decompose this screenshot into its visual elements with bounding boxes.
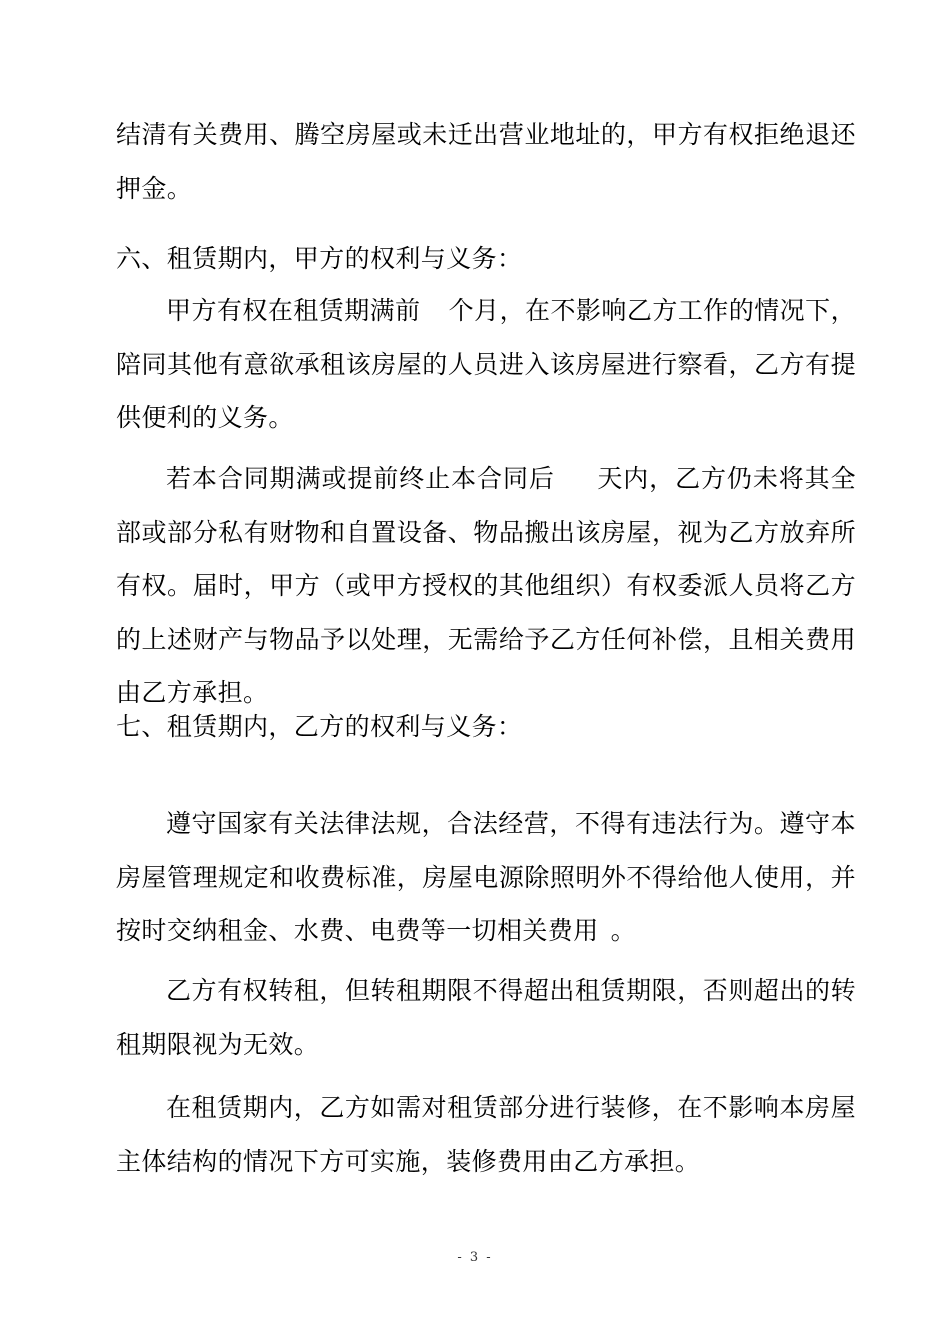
paragraph-deposit-text: 结清有关费用、腾空房屋或未迁出营业地址的，甲方有权拒绝退还押金。 [116, 120, 856, 203]
paragraph-property-removal-text-b: 天内，乙方仍未将其全部或部分私有财物和自置设备、物品搬出该房屋，视为乙方放弃所有权。届时，甲方（或甲方授权的其他组织）有权委派人员将乙方的上述财产与物品予以处理，无需给予乙方任何补偿，且相关费用由乙方承担。 [116, 464, 856, 707]
paragraph-sublease-text: 乙方有权转租，但转租期限不得超出租赁期限，否则超出的转租期限视为无效。 [116, 976, 856, 1059]
paragraph-lessor-inspection [116, 284, 856, 445]
paragraph-deposit [116, 108, 856, 215]
paragraph-sublease [116, 964, 856, 1071]
paragraph-property-removal [116, 452, 856, 720]
paragraph-renovation-text: 在租赁期内，乙方如需对租赁部分进行装修，在不影响本房屋主体结构的情况下方可实施，装修费用由乙方承担。 [116, 1093, 856, 1176]
section-heading-7-text: 七、租赁期内，乙方的权利与义务： [116, 712, 523, 741]
paragraph-compliance [116, 797, 856, 958]
paragraph-renovation [116, 1081, 856, 1188]
section-heading-6 [116, 232, 522, 286]
paragraph-property-removal-text-a: 若本合同期满或提前终止本合同后 [166, 464, 555, 493]
page-number: - 3 - [457, 1250, 493, 1265]
section-heading-7 [116, 700, 522, 754]
paragraph-compliance-text-a: 遵守国家有关法律法规，合法经营，不得有违法行为。遵守本房屋管理规定和收费标准，房屋电源除照明外不得给他人使用，并按时交纳租金、水费、电费等一切相关费用 [116, 809, 856, 945]
paragraph-lessor-inspection-text-b: 个月，在不影响乙方工作的情况下，陪同其他有意欲承租该房屋的人员进入该房屋进行察看，乙方有提供便利的义务。 [116, 296, 856, 432]
paragraph-lessor-inspection-text-a: 甲方有权在租赁期满前 [166, 296, 421, 325]
paragraph-compliance-text-b: 。 [610, 916, 637, 945]
section-heading-6-text: 六、租赁期内，甲方的权利与义务： [116, 244, 523, 273]
